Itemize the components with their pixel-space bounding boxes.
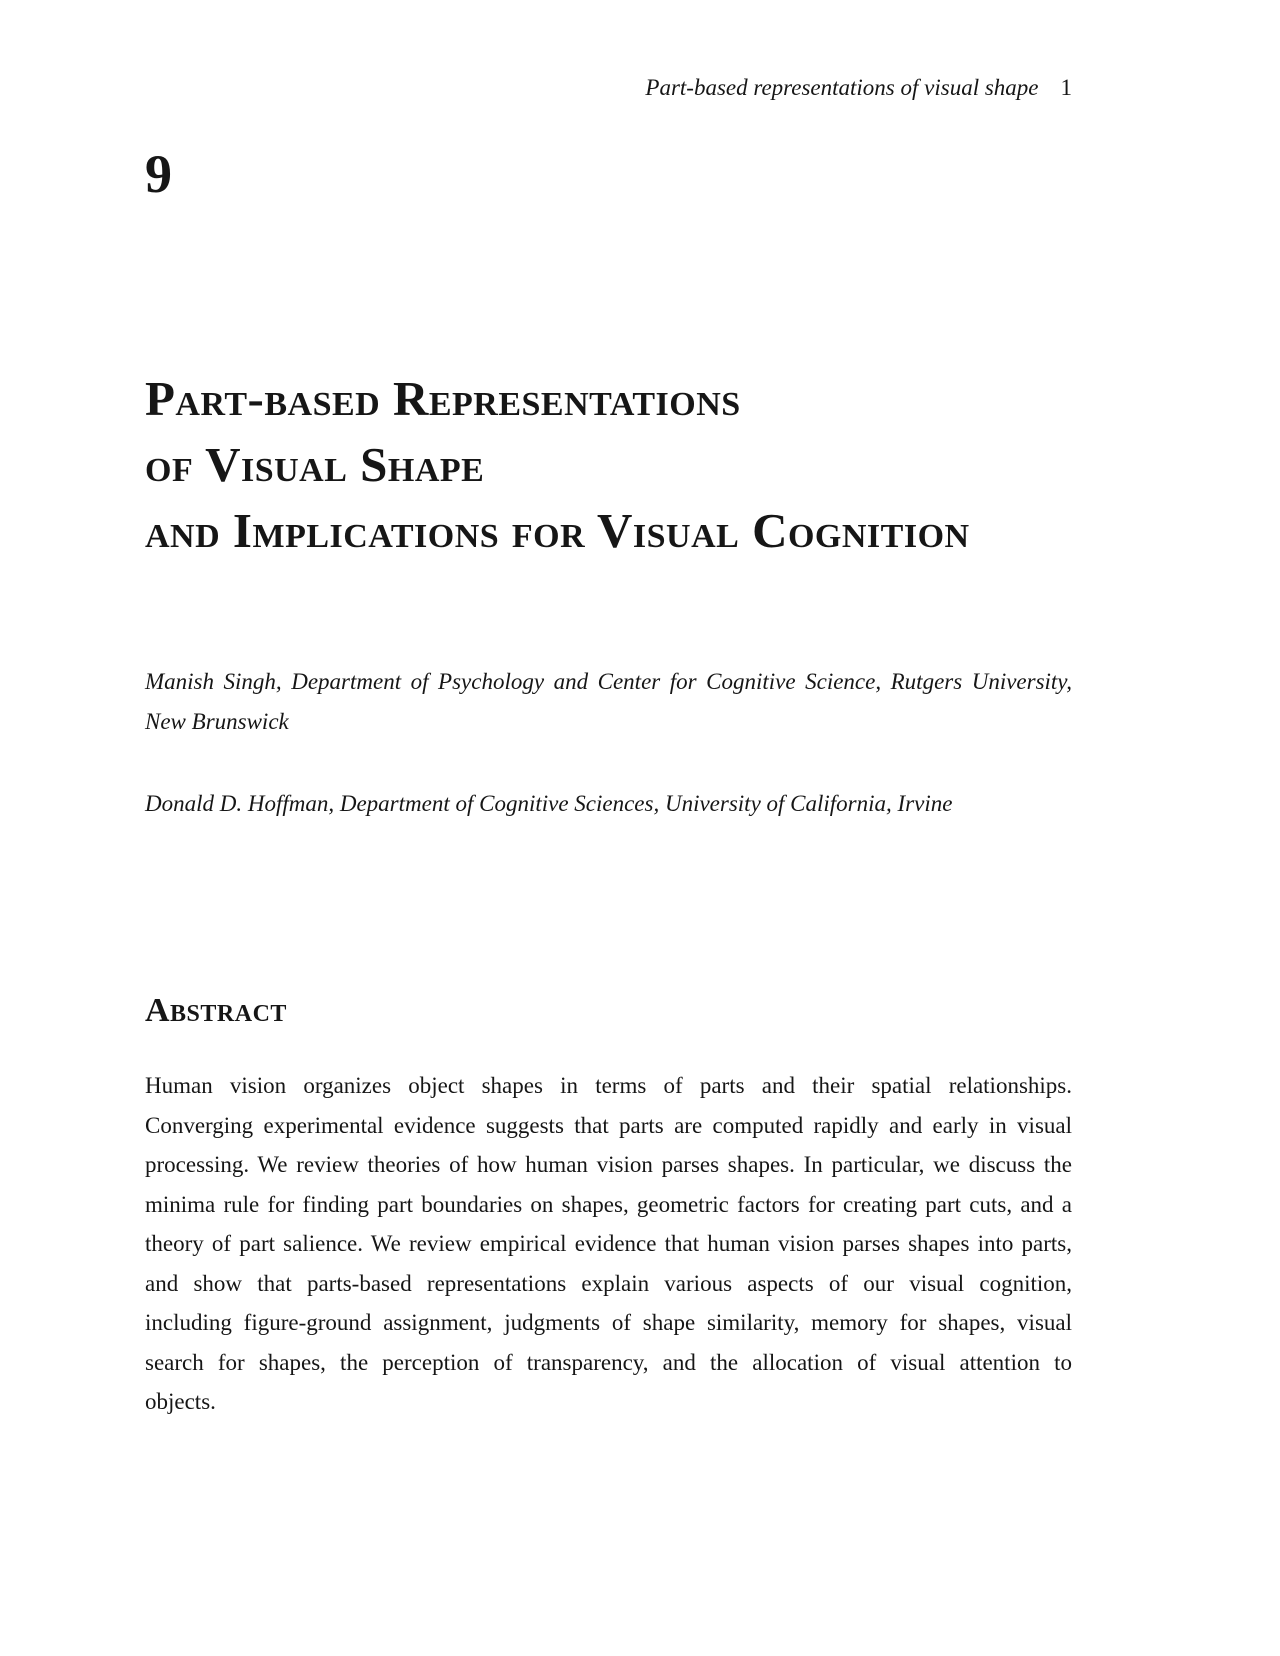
running-header <box>145 72 1072 104</box>
abstract-paragraph <box>145 1066 1072 1422</box>
author-line: Donald D. Hoffman, Department of Cognitive Sciences, University of California, Irvine <box>145 791 953 816</box>
abstract-line: Human vision organizes object shapes in terms of parts and their spatial relationships. <box>145 1073 1072 1098</box>
chapter-number: 9 <box>145 144 172 204</box>
abstract-heading: Abstract <box>145 992 287 1029</box>
abstract-line: Converging experimental evidence suggests that parts are computed rapidly and early in visual <box>145 1112 1072 1138</box>
author-affiliation-hoffman <box>145 784 1072 824</box>
chapter-title <box>145 366 1072 564</box>
author-line: Manish Singh, Department of Psychology and Center for Cognitive Science, Rutgers University, <box>145 669 1072 694</box>
abstract-line: including figure-ground assignment, judgments of shape similarity, memory for shapes, visual <box>145 1310 1072 1335</box>
title-line: and Implications for Visual Cognition <box>145 503 970 558</box>
abstract-line: objects. <box>145 1389 216 1414</box>
abstract-line: processing. We review theories of how human vision parses shapes. In particular, we discuss the <box>145 1152 1072 1177</box>
author-affiliation-singh <box>145 662 1072 742</box>
abstract-line: theory of part salience. We review empirical evidence that human vision parses shapes into parts, <box>145 1231 1072 1256</box>
author-line: New Brunswick <box>145 709 289 734</box>
page-number: 1 <box>1060 75 1072 100</box>
abstract-line: minima rule for finding part boundaries on shapes, geometric factors for creating part cuts, and a <box>145 1191 1072 1217</box>
abstract-line: and show that parts-based representations explain various aspects of our visual cognition, <box>145 1270 1072 1296</box>
running-title: Part-based representations of visual shape <box>645 75 1039 100</box>
abstract-line: search for shapes, the perception of transparency, and the allocation of visual attention to <box>145 1349 1072 1375</box>
title-line: of Visual Shape <box>145 437 485 492</box>
title-line: Part-based Representations <box>145 371 741 426</box>
